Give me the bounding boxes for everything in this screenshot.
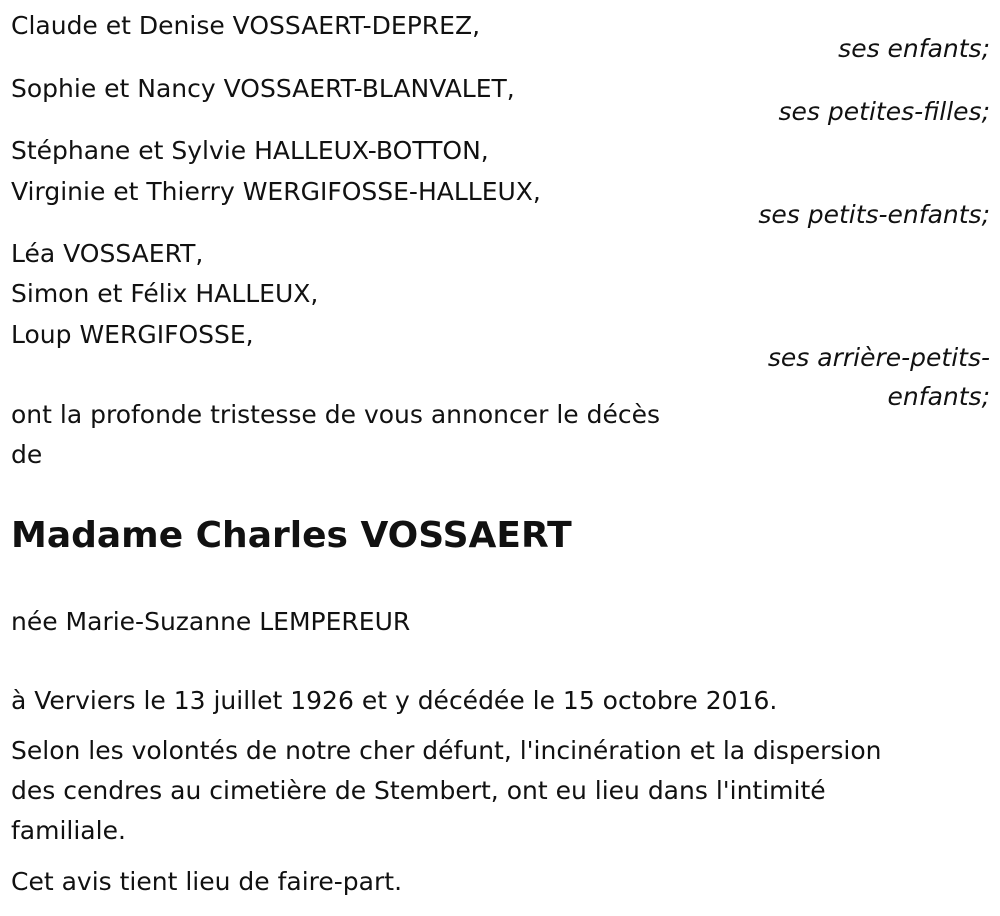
family-member-line: Léa VOSSAERT, <box>11 239 204 268</box>
dates-line: à Verviers le 13 juillet 1926 et y décédée le 15 octobre 2016. <box>11 686 778 715</box>
announcement-line: ont la profonde tristesse de vous annoncer le décès <box>11 400 661 429</box>
relationship-label: ses arrière-petits- <box>767 343 990 372</box>
closing-line: Cet avis tient lieu de faire-part. <box>11 867 403 896</box>
wishes-line: des cendres au cimetière de Stembert, ont eu lieu dans l'intimité <box>11 776 826 805</box>
family-member-line: Loup WERGIFOSSE, <box>11 320 254 349</box>
family-member-line: Simon et Félix HALLEUX, <box>11 279 319 308</box>
deceased-name: Madame Charles VOSSAERT <box>11 515 572 556</box>
announcement-line: de <box>11 440 43 469</box>
relationship-label: ses petites-filles; <box>778 97 990 126</box>
wishes-line: Selon les volontés de notre cher défunt, l'incinération et la dispersion <box>11 736 882 765</box>
family-member-line: Stéphane et Sylvie HALLEUX-BOTTON, <box>11 136 489 165</box>
relationship-label: ses enfants; <box>838 34 990 63</box>
relationship-label: ses petits-enfants; <box>758 200 990 229</box>
birth-name: née Marie-Suzanne LEMPEREUR <box>11 607 411 636</box>
wishes-line: familiale. <box>11 816 126 845</box>
family-member-line: Virginie et Thierry WERGIFOSSE-HALLEUX, <box>11 177 541 206</box>
family-member-line: Claude et Denise VOSSAERT-DEPREZ, <box>11 11 481 40</box>
relationship-label: enfants; <box>887 382 990 411</box>
family-member-line: Sophie et Nancy VOSSAERT-BLANVALET, <box>11 74 515 103</box>
